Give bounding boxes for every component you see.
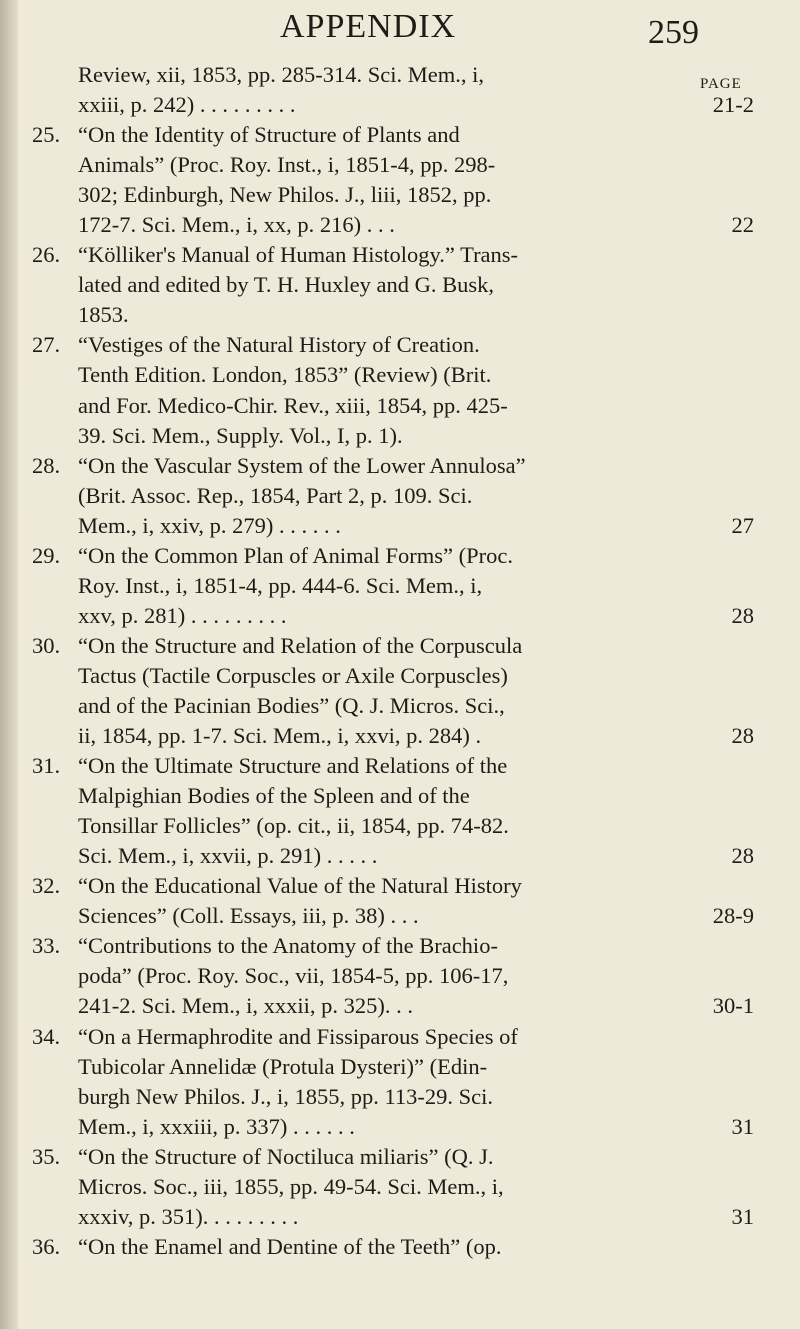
bibliography-line — [0, 873, 800, 903]
entry-text: “On the Identity of Structure of Plants and — [78, 122, 460, 148]
entry-page-ref: 28 — [731, 843, 754, 869]
bibliography-line — [0, 903, 800, 933]
bibliography-line — [0, 693, 800, 723]
entry-number: 28. — [32, 452, 61, 478]
bibliography-list — [0, 62, 800, 1264]
entry-text: 39. Sci. Mem., Supply. Vol., I, p. 1). — [78, 422, 403, 448]
bibliography-line — [0, 963, 800, 993]
entry-number: 33. — [32, 933, 61, 959]
bibliography-line — [0, 62, 800, 92]
bibliography-line — [0, 423, 800, 453]
entry-text: “On the Vascular System of the Lower Annulosa” — [78, 452, 526, 478]
bibliography-line — [0, 453, 800, 483]
entry-text: Malpighian Bodies of the Spleen and of the — [78, 783, 470, 809]
entry-text: Mem., i, xxiv, p. 279) . . . . . . — [78, 512, 341, 538]
bibliography-line — [0, 543, 800, 573]
bibliography-line — [0, 152, 800, 182]
entry-text: “Contributions to the Anatomy of the Brachio- — [78, 933, 498, 959]
bibliography-line — [0, 332, 800, 362]
entry-text: poda” (Proc. Roy. Soc., vii, 1854-5, pp. 106-17, — [78, 963, 509, 989]
bibliography-line — [0, 723, 800, 753]
entry-number: 29. — [32, 542, 61, 568]
entry-text: “On the Structure of Noctiluca miliaris” (Q. J. — [78, 1143, 494, 1169]
bibliography-line — [0, 573, 800, 603]
entry-text: Mem., i, xxxiii, p. 337) . . . . . . — [78, 1113, 355, 1139]
entry-text: Tactus (Tactile Corpuscles or Axile Corpuscles) — [78, 662, 508, 688]
bibliography-line — [0, 843, 800, 873]
page-title: APPENDIX — [280, 8, 457, 45]
bibliography-line — [0, 182, 800, 212]
entry-page-ref: 21-2 — [712, 92, 754, 118]
entry-text: “On the Educational Value of the Natural History — [78, 873, 522, 899]
page-column-label: PAGE — [700, 76, 742, 92]
entry-text: and For. Medico-Chir. Rev., xiii, 1854, pp. 425- — [78, 392, 508, 418]
entry-number: 26. — [32, 242, 61, 268]
bibliography-line — [0, 1234, 800, 1264]
entry-text: “Vestiges of the Natural History of Creation. — [78, 332, 480, 358]
entry-page-ref: 31 — [731, 1113, 754, 1139]
bibliography-line — [0, 1174, 800, 1204]
entry-text: “Kölliker's Manual of Human Histology.” Trans- — [78, 242, 519, 268]
entry-number: 34. — [32, 1023, 61, 1049]
entry-number: 32. — [32, 873, 61, 899]
entry-page-ref: 31 — [731, 1203, 754, 1229]
entry-page-ref: 30-1 — [712, 993, 754, 1019]
entry-page-ref: 28-9 — [712, 903, 754, 929]
entry-number: 31. — [32, 753, 61, 779]
entry-number: 36. — [32, 1233, 61, 1259]
entry-text: Micros. Soc., iii, 1855, pp. 49-54. Sci. Mem., i, — [78, 1173, 504, 1199]
bibliography-line — [0, 663, 800, 693]
entry-text: 302; Edinburgh, New Philos. J., liii, 1852, pp. — [78, 182, 492, 208]
bibliography-line — [0, 813, 800, 843]
entry-text: 241-2. Sci. Mem., i, xxxii, p. 325). . . — [78, 993, 413, 1019]
entry-text: “On the Structure and Relation of the Corpuscula — [78, 632, 523, 658]
bibliography-line — [0, 513, 800, 543]
entry-number: 27. — [32, 332, 61, 358]
running-head — [0, 4, 800, 68]
bibliography-line — [0, 1054, 800, 1084]
bibliography-line — [0, 633, 800, 663]
bibliography-line — [0, 393, 800, 423]
entry-text: Sciences” (Coll. Essays, iii, p. 38) . . . — [78, 903, 419, 929]
entry-text: Tubicolar Annelidæ (Protula Dysteri)” (Edin- — [78, 1053, 488, 1079]
bibliography-line — [0, 933, 800, 963]
entry-page-ref: 22 — [731, 212, 754, 238]
entry-text: burgh New Philos. J., i, 1855, pp. 113-29. Sci. — [78, 1083, 494, 1109]
entry-text: Tenth Edition. London, 1853” (Review) (Brit. — [78, 362, 492, 388]
entry-text: 172-7. Sci. Mem., i, xx, p. 216) . . . — [78, 212, 395, 238]
bibliography-line — [0, 92, 800, 122]
entry-text: 1853. — [78, 302, 129, 328]
entry-page-ref: 27 — [731, 512, 754, 538]
entry-text: lated and edited by T. H. Huxley and G. Busk, — [78, 272, 494, 298]
entry-number: 35. — [32, 1143, 61, 1169]
entry-text: and of the Pacinian Bodies” (Q. J. Micros. Sci., — [78, 692, 505, 718]
bibliography-line — [0, 783, 800, 813]
entry-text: “On the Ultimate Structure and Relations of the — [78, 753, 508, 779]
bibliography-line — [0, 242, 800, 272]
bibliography-line — [0, 302, 800, 332]
entry-text: ii, 1854, pp. 1-7. Sci. Mem., i, xxvi, p. 284) . — [78, 723, 482, 749]
entry-page-ref: 28 — [731, 602, 754, 628]
entry-number: 25. — [32, 122, 61, 148]
entry-text: Roy. Inst., i, 1851-4, pp. 444-6. Sci. Mem., i, — [78, 572, 483, 598]
entry-text: “On the Enamel and Dentine of the Teeth” (op. — [78, 1233, 502, 1259]
entry-number: 30. — [32, 632, 61, 658]
bibliography-line — [0, 1024, 800, 1054]
entry-text: Animals” (Proc. Roy. Inst., i, 1851-4, pp. 298- — [78, 152, 496, 178]
bibliography-line — [0, 483, 800, 513]
entry-text: “On a Hermaphrodite and Fissiparous Species of — [78, 1023, 518, 1049]
entry-text: xxxiv, p. 351). . . . . . . . . — [78, 1203, 299, 1229]
bibliography-line — [0, 362, 800, 392]
bibliography-line — [0, 753, 800, 783]
bibliography-line — [0, 993, 800, 1023]
entry-text: “On the Common Plan of Animal Forms” (Proc. — [78, 542, 513, 568]
entry-text: Tonsillar Follicles” (op. cit., ii, 1854, pp. 74-82. — [78, 813, 509, 839]
bibliography-line — [0, 272, 800, 302]
entry-text: (Brit. Assoc. Rep., 1854, Part 2, p. 109. Sci. — [78, 482, 473, 508]
bibliography-line — [0, 122, 800, 152]
bibliography-line — [0, 1204, 800, 1234]
bibliography-line — [0, 603, 800, 633]
bibliography-line — [0, 1114, 800, 1144]
entry-text: xxv, p. 281) . . . . . . . . . — [78, 602, 287, 628]
entry-text: Review, xii, 1853, pp. 285-314. Sci. Mem., i, — [78, 62, 485, 87]
entry-page-ref: 28 — [731, 723, 754, 749]
bibliography-line — [0, 1084, 800, 1114]
bibliography-line — [0, 212, 800, 242]
entry-text: Sci. Mem., i, xxvii, p. 291) . . . . . — [78, 843, 378, 869]
bibliography-line — [0, 1144, 800, 1174]
page-number: 259 — [648, 14, 699, 51]
entry-text: xxiii, p. 242) . . . . . . . . . — [78, 92, 296, 118]
